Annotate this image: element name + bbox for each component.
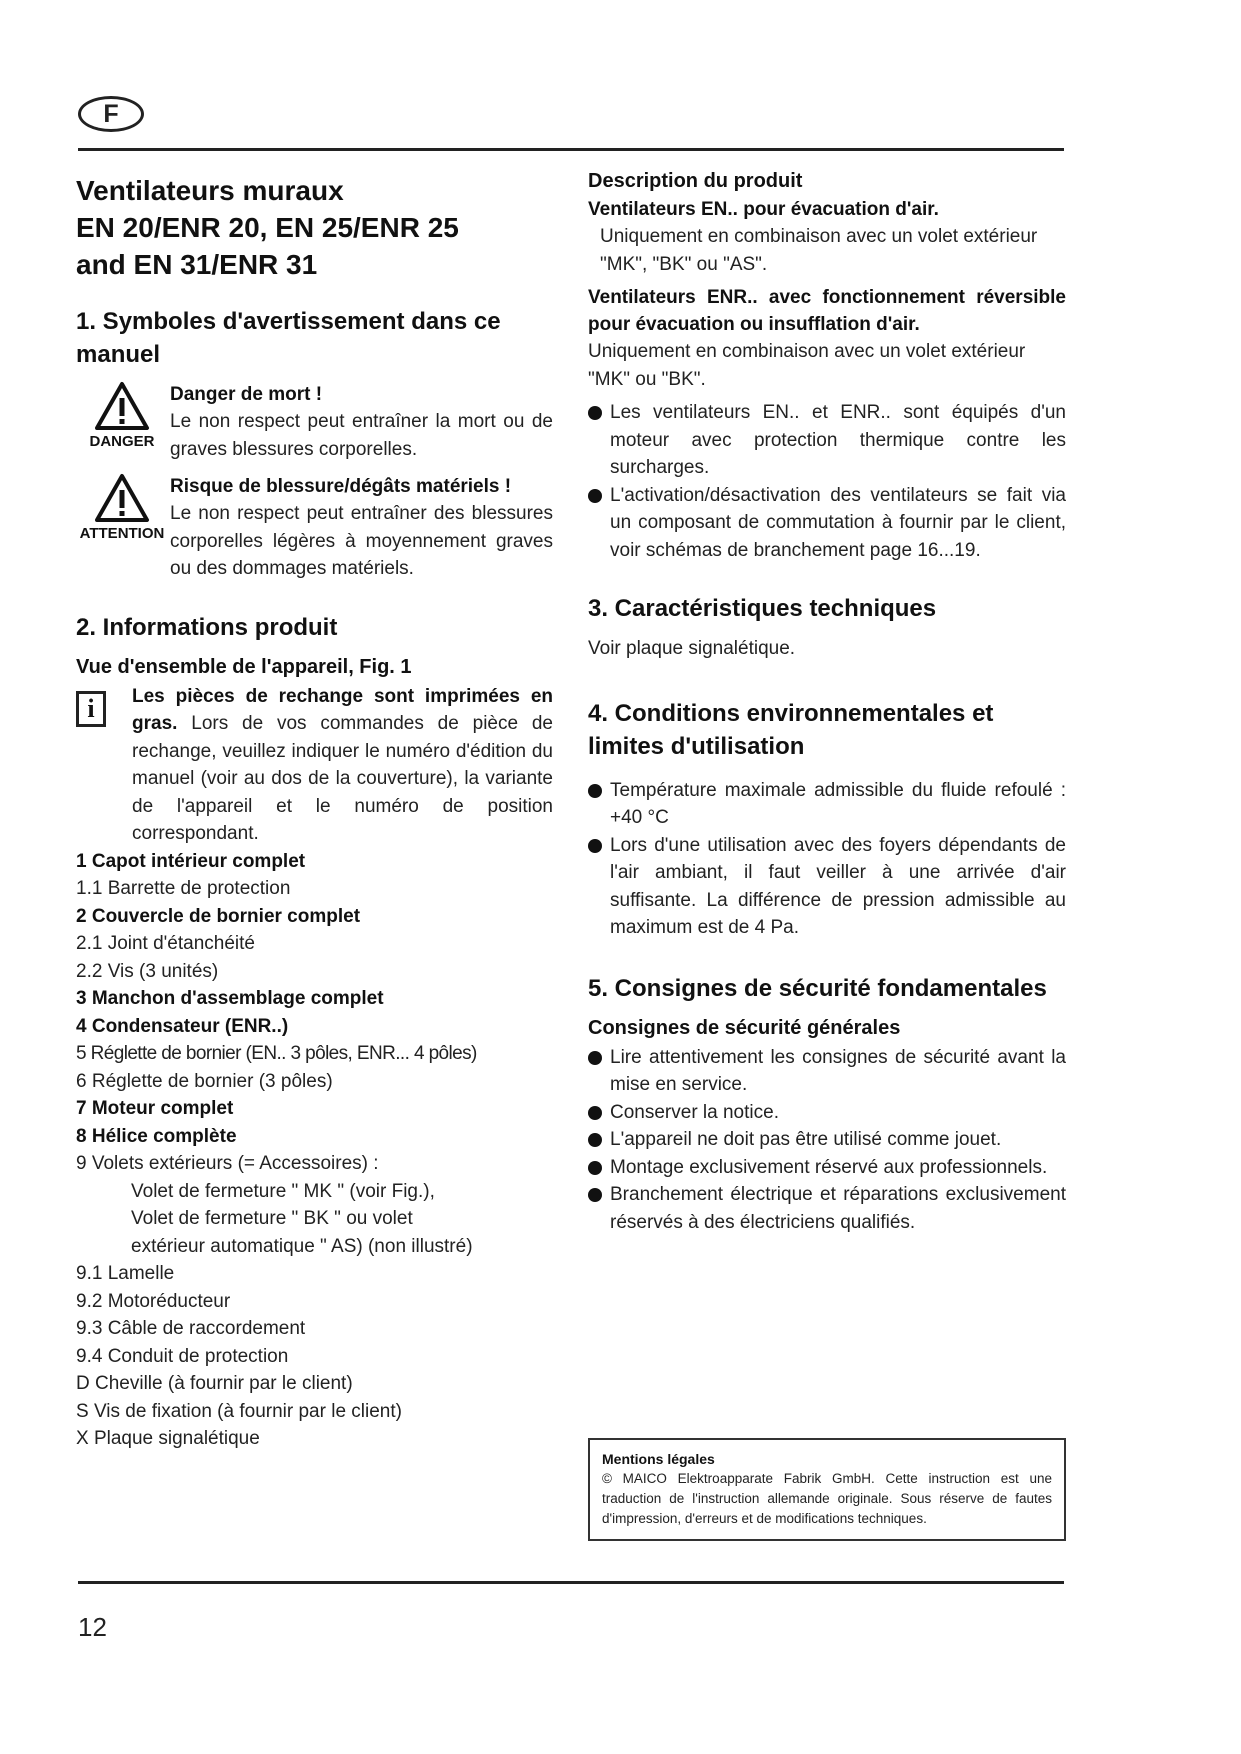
list-item: L'appareil ne doit pas être utilisé comme jouet. <box>588 1126 1066 1154</box>
page-number: 12 <box>78 1612 107 1642</box>
danger-warning <box>76 381 553 463</box>
list-item: 7 Moteur complet <box>76 1098 234 1119</box>
section-1-heading: 1. Symboles d'avertissement dans ce manuel <box>76 308 501 368</box>
list-item: D Cheville (à fournir par le client) <box>76 1373 353 1394</box>
spare-parts-note-text: Lors de vos commandes de pièce de rechange, veuillez indiquer le numéro d'édition du manuel (voir au dos de la couverture), la variante de l'appareil et le numéro de position correspondant. <box>132 713 554 844</box>
list-item: Lire attentivement les consignes de sécurité avant la mise en service. <box>588 1044 1066 1099</box>
attention-title: Risque de blessure/dégâts matériels ! <box>170 476 512 497</box>
en-fans-title: Ventilateurs EN.. pour évacuation d'air. <box>588 199 939 220</box>
list-item: 3 Manchon d'assemblage complet <box>76 988 384 1009</box>
list-item: 2 Couvercle de bornier complet <box>76 905 361 927</box>
conditions-bullets <box>588 777 1066 942</box>
bullet-icon <box>588 784 602 798</box>
en-fans-text: Uniquement en combinaison avec un volet extérieur "MK", "BK" ou "AS". <box>600 226 1038 275</box>
list-item: Montage exclusivement réservé aux professionnels. <box>588 1154 1066 1182</box>
list-item: 6 Réglette de bornier (3 pôles) <box>76 1070 333 1092</box>
list-item: L'activation/désactivation des ventilateurs se fait via un composant de commutation à fournir par le client, voir schémas de branchement page 16...19. <box>588 482 1066 565</box>
right-column <box>588 168 1066 1236</box>
bullet-icon <box>588 1188 602 1202</box>
section-4-heading: 4. Conditions environnementales et limites d'utilisation <box>588 699 994 760</box>
bullet-icon <box>588 1161 602 1175</box>
list-item: 9.4 Conduit de protection <box>76 1345 289 1367</box>
bullet-icon <box>588 1133 602 1147</box>
danger-text: Le non respect peut entraîner la mort ou de graves blessures corporelles. <box>170 411 553 460</box>
enr-fans-title: Ventilateurs ENR.. avec fonctionnement réversible pour évacuation ou insufflation d'air. <box>588 287 1066 335</box>
list-item: Conserver la notice. <box>588 1099 1066 1127</box>
list-item: 2.1 Joint d'étanchéité <box>76 933 255 954</box>
safety-bullets <box>588 1044 1066 1237</box>
list-item: Branchement électrique et réparations exclusivement réservés à des électriciens qualifiés. <box>588 1181 1066 1236</box>
attention-label: ATTENTION <box>79 525 165 542</box>
bullet-icon <box>588 1051 602 1065</box>
language-badge: F <box>78 96 144 132</box>
warning-triangle-icon <box>94 473 150 523</box>
general-safety-subheading: Consignes de sécurité générales <box>588 1016 901 1039</box>
header-rule <box>78 148 1064 151</box>
list-item: 1.1 Barrette de protection <box>76 878 291 899</box>
technical-data-text: Voir plaque signalétique. <box>588 638 796 659</box>
list-item: S Vis de fixation (à fournir par le client) <box>76 1400 402 1422</box>
attention-icon <box>76 473 168 542</box>
parts-list <box>76 848 553 1453</box>
list-item: Température maximale admissible du fluide refoulé : +40 °C <box>588 777 1066 832</box>
list-item: 9.3 Câble de raccordement <box>76 1318 306 1339</box>
attention-text: Le non respect peut entraîner des blessures corporelles légères à moyennement graves ou des dommages matériels. <box>170 503 553 579</box>
list-item: 5 Réglette de bornier (EN.. 3 pôles, ENR... 4 pôles) <box>76 1043 477 1064</box>
enr-fans-text: Uniquement en combinaison avec un volet extérieur "MK" ou "BK". <box>588 341 1026 390</box>
danger-label: DANGER <box>89 433 155 450</box>
list-item: extérieur automatique " AS) (non illustré) <box>131 1235 473 1257</box>
list-item: X Plaque signalétique <box>76 1428 260 1449</box>
section-2-heading: 2. Informations produit <box>76 613 338 641</box>
list-item: 9.2 Motoréducteur <box>76 1290 231 1312</box>
list-item: 1 Capot intérieur complet <box>76 850 306 872</box>
danger-title: Danger de mort ! <box>170 384 323 405</box>
list-item: 2.2 Vis (3 unités) <box>76 960 219 982</box>
left-column <box>76 168 553 1453</box>
bullet-icon <box>588 839 602 853</box>
overview-subheading: Vue d'ensemble de l'appareil, Fig. 1 <box>76 655 412 678</box>
list-item: Volet de fermeture " MK " (voir Fig.), <box>131 1180 435 1202</box>
section-5-heading: 5. Consignes de sécurité fondamentales <box>588 974 1047 1002</box>
legal-notice-title: Mentions légales <box>602 1451 715 1467</box>
info-icon: i <box>76 691 106 727</box>
section-3-heading: 3. Caractéristiques techniques <box>588 595 937 622</box>
legal-notice-box <box>588 1438 1066 1541</box>
list-item: Volet de fermeture " BK " ou volet <box>131 1208 413 1229</box>
list-item: 4 Condensateur (ENR..) <box>76 1015 289 1037</box>
list-item: Lors d'une utilisation avec des foyers dépendants de l'air ambiant, il faut veiller à une arrivée d'air suffisante. La différence de pression admissible au maximum est de 4 Pa. <box>588 832 1066 942</box>
attention-warning <box>76 473 553 583</box>
spare-parts-note <box>76 683 553 848</box>
footer-rule <box>78 1581 1064 1584</box>
list-item: 8 Hélice complète <box>76 1125 237 1147</box>
spare-parts-note-bold: Les pièces de rechange sont imprimées en gras. <box>132 685 553 734</box>
list-item: Les ventilateurs EN.. et ENR.. sont équipés d'un moteur avec protection thermique contre les surcharges. <box>588 399 1066 482</box>
bullet-icon <box>588 406 602 420</box>
document-title: Ventilateurs muraux EN 20/ENR 20, EN 25/ENR 25 and EN 31/ENR 31 <box>76 175 459 280</box>
bullet-icon <box>588 489 602 503</box>
bullet-icon <box>588 1106 602 1120</box>
danger-icon <box>76 381 168 450</box>
warning-triangle-icon <box>94 381 150 431</box>
description-heading: Description du produit <box>588 170 803 192</box>
description-bullets <box>588 399 1066 564</box>
legal-notice-text: © MAICO Elektroapparate Fabrik GmbH. Cette instruction est une traduction de l'instruction allemande originale. Sous réserve de fautes d'impression, d'erreurs et de modifications techniques. <box>602 1471 1052 1526</box>
list-item: 9.1 Lamelle <box>76 1263 175 1284</box>
list-item: 9 Volets extérieurs (= Accessoires) : <box>76 1153 379 1174</box>
